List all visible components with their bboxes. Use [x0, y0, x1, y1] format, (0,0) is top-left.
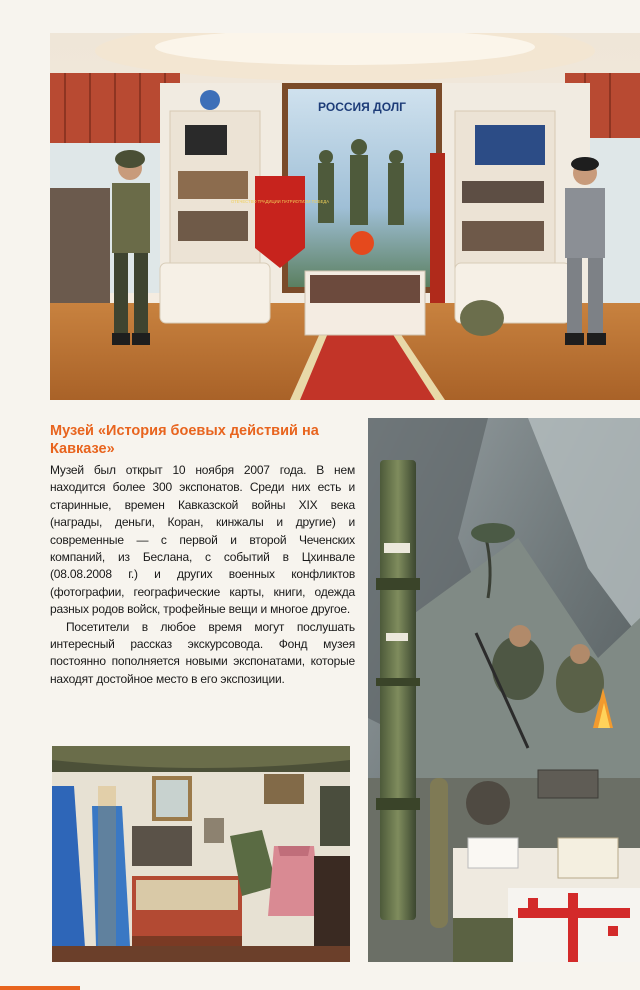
- museum-hall-photo: [50, 33, 640, 400]
- diorama-photo: [368, 418, 640, 962]
- article-paragraph-1: Музей был открыт 10 ноября 2007 года. В нем находится более 300 экспонатов. Среди них есть и старинные, времен Кавказской войны XIX века (награды, деньги, Коран, кинжалы и другие) и современные — с первой и второй Чеченских компаний, из Беслана, с событий в Цхинвале (08.08.2008 г.) и других военных конфликтов (фотографии, географические карты, книги, одежда разных родов войск, трофейные вещи и многое другое.: [50, 463, 355, 617]
- banner-text: РОССИЯ ДОЛГ: [318, 100, 406, 114]
- accent-bar: [0, 986, 80, 990]
- pennant-text: ОТЕЧЕСТВО ТРАДИЦИИ ПАТРИОТИЗМ ПОБЕДА: [230, 199, 330, 204]
- article-headline: Музей «История боевых действий на Кавказе»: [50, 423, 319, 457]
- article-paragraph-2: Посетители в любое время могут послушать интересный рассказ экскурсовода. Фонд музея постоянно пополняется новыми экспонатами, которые находят достойное место в его экспозиции.: [50, 619, 355, 686]
- article: [50, 422, 355, 688]
- exhibition-room-photo: [52, 746, 350, 962]
